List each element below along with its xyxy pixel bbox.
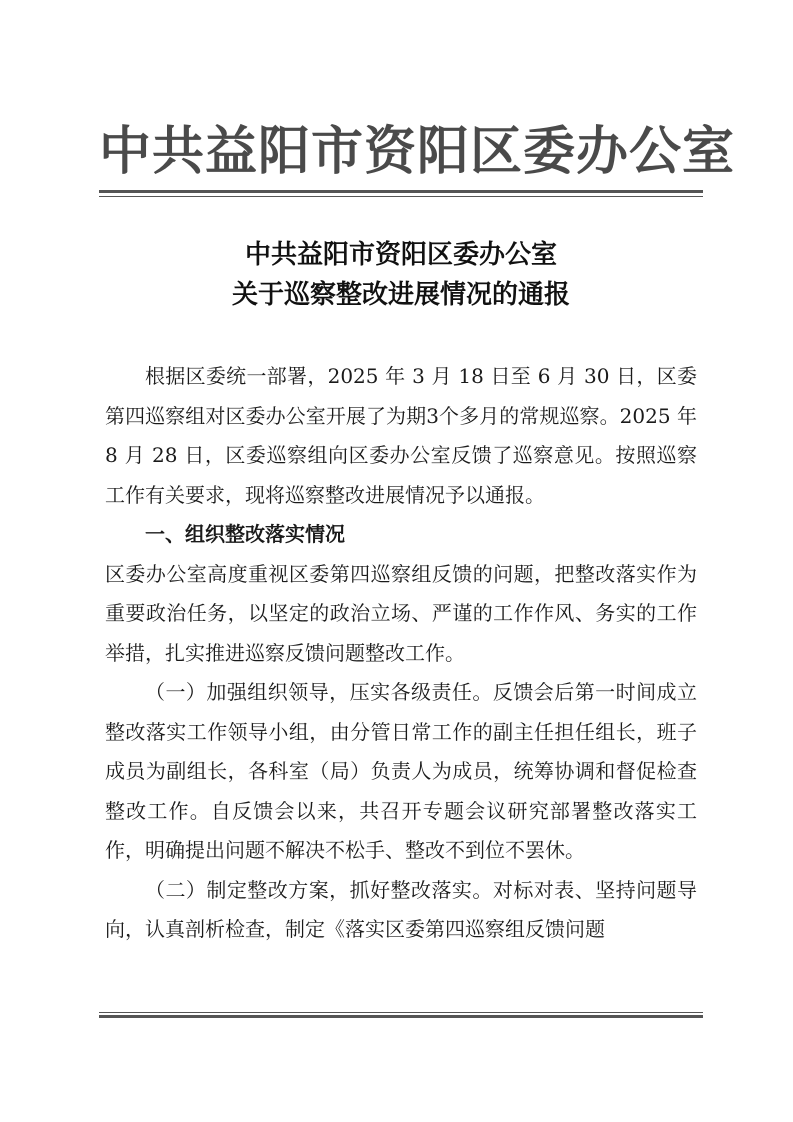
footer-rule-thin — [99, 1012, 703, 1013]
body-paragraph-3 — [105, 673, 697, 871]
body-paragraph-2: 区委办公室高度重视区委第四巡察组反馈的问题，把整改落实作为重要政治任务，以坚定的政治立场、严谨的工作作风、务实的工作举措，扎实推进巡察反馈问题整改工作。 — [105, 561, 697, 665]
body-paragraph-1: 根据区委统一部署，2025 年 3 月 18 日至 6 月 30 日，区委第四巡察组对区委办公室开展了为期3个多月的常规巡察。2025 年 8 月 28 日，区委巡察组向区委办公室反馈了巡察意见。按照巡察工作有关要求，现将巡察整改进展情况予以通报。 — [105, 364, 697, 507]
masthead-rule-thin — [99, 196, 703, 197]
subsection-heading-1: （一）加强组织领导，压实各级责任。 — [145, 680, 493, 704]
document-title-line2: 关于巡察整改进展情况的通报 — [231, 280, 570, 310]
subsection-text-2: 对标对表、坚持问题导向，认真剖析检查，制定《落实区委第四巡察组反馈问题 — [105, 877, 698, 941]
subsection-text-1: 反馈会后第一时间成立整改落实工作领导小组，由分管日常工作的副主任担任组长，班子成员为副组长，各科室（局）负责人为成员，统筹协调和督促检查整改工作。自反馈会以来，共召开专题会议研究部署整改落实工作，明确提出问题不解决不松手、整改不到位不罢休。 — [105, 680, 698, 862]
subsection-heading-2: （二）制定整改方案，抓好整改落实。 — [145, 877, 493, 902]
document-title-line1: 中共益阳市资阳区委办公室 — [244, 240, 557, 270]
body-paragraph-4 — [105, 871, 697, 950]
document-body — [105, 357, 697, 950]
masthead-org-name: 中共益阳市资阳区委办公室 — [99, 121, 736, 182]
footer-rule-thick — [99, 1015, 703, 1018]
masthead-rule-thick — [99, 190, 703, 193]
section-heading-1: 一、组织整改落实情况 — [145, 522, 345, 546]
